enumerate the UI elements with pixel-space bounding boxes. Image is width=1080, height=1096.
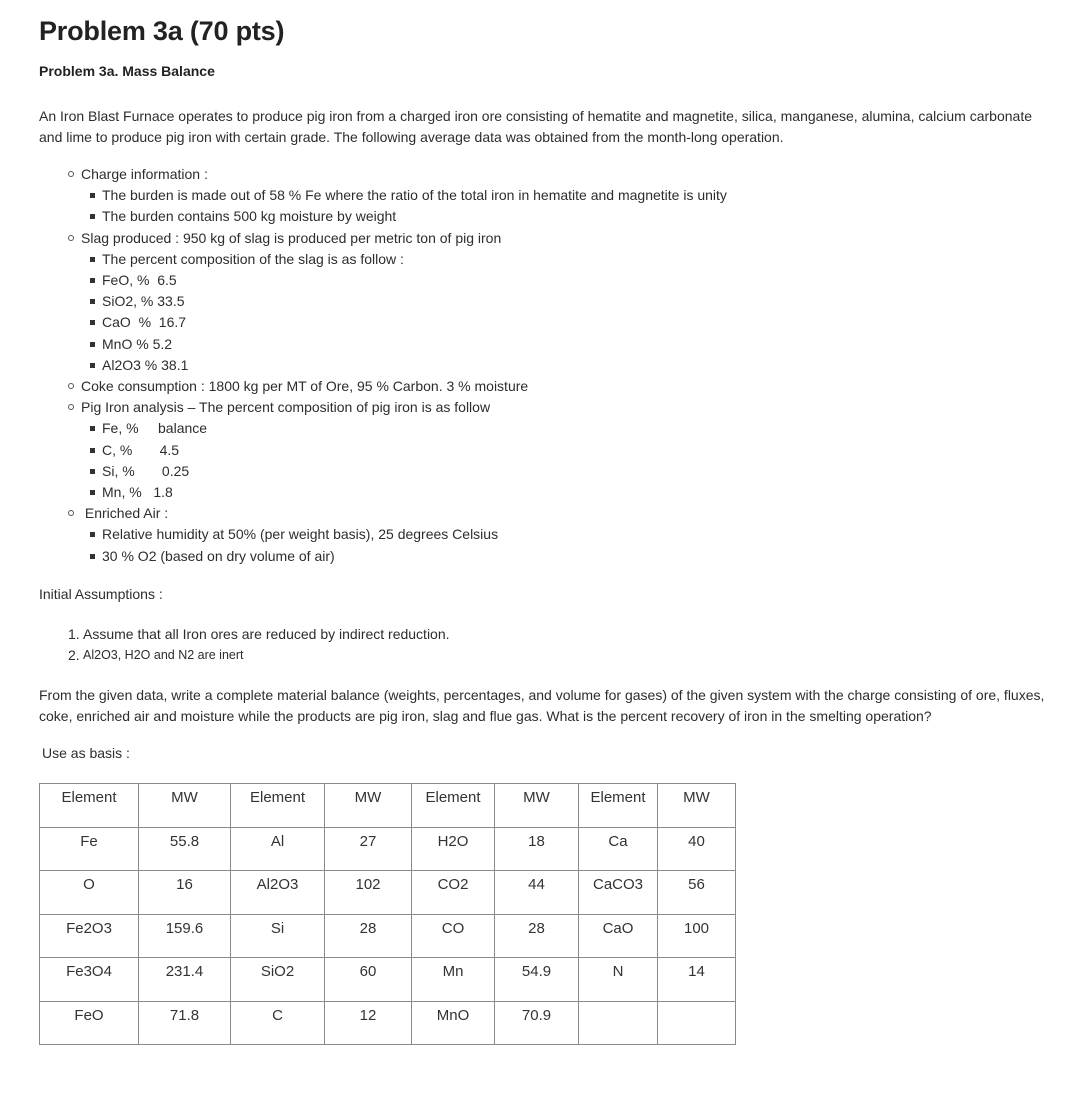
assumptions-list (39, 624, 450, 666)
data-list (81, 164, 727, 567)
table-cell (579, 1001, 658, 1045)
table-cell (658, 1001, 736, 1045)
question-paragraph: From the given data, write a complete material balance (weights, percentages, and volume for gases) of the given system with the charge consisting of ore, fluxes, coke, enriched air and moisture while the products are pig iron, slag and flue gas. What is the percent recovery of iron in the smelting operation? (39, 687, 1045, 724)
circle-bullet-icon (68, 510, 74, 516)
circle-bullet-icon (68, 404, 74, 410)
sub-item (102, 270, 727, 291)
table-cell: 159.6 (139, 914, 231, 958)
sub-item-text: The percent composition of the slag is as follow : (102, 250, 404, 267)
square-bullet-icon (90, 532, 95, 537)
sub-item (102, 185, 727, 206)
page-title: Problem 3a (70 pts) (39, 16, 285, 46)
square-bullet-icon (90, 469, 95, 474)
sub-item (102, 291, 727, 312)
table-cell: 27 (325, 827, 412, 871)
table-cell: 28 (495, 914, 579, 958)
table-cell: 56 (658, 871, 736, 915)
table-cell: FeO (40, 1001, 139, 1045)
sub-item-text: Fe, % balance (102, 420, 208, 437)
sub-item-text: 30 % O2 (based on dry volume of air) (102, 547, 335, 564)
square-bullet-icon (90, 214, 95, 219)
table-cell: SiO2 (231, 958, 325, 1002)
table-header-cell: Element (412, 784, 495, 828)
section-label: Enriched Air : (81, 505, 169, 522)
sub-item (102, 418, 727, 439)
molecular-weight-table (39, 783, 736, 1045)
assumption-text: Assume that all Iron ores are reduced by indirect reduction. (83, 626, 450, 642)
table-cell: 16 (139, 871, 231, 915)
sub-item-text: SiO2, % 33.5 (102, 293, 185, 310)
sub-item (102, 524, 727, 545)
sub-item-text: Al2O3 % 38.1 (102, 356, 189, 373)
sub-item (102, 546, 727, 567)
table-cell: C (231, 1001, 325, 1045)
square-bullet-icon (90, 320, 95, 325)
table-cell: 18 (495, 827, 579, 871)
table-row (40, 871, 736, 915)
table-row (40, 914, 736, 958)
circle-bullet-icon (68, 171, 74, 177)
section-item (81, 397, 727, 503)
table-cell: CO2 (412, 871, 495, 915)
assumption-item (39, 645, 450, 666)
square-bullet-icon (90, 363, 95, 368)
assumption-item (39, 624, 450, 645)
section-item (81, 376, 727, 397)
section-label: Slag produced : 950 kg of slag is produced per metric ton of pig iron (81, 229, 502, 246)
table-cell: Fe2O3 (40, 914, 139, 958)
table-cell: Mn (412, 958, 495, 1002)
square-bullet-icon (90, 554, 95, 559)
table-header-cell: MW (325, 784, 412, 828)
table-cell: CaCO3 (579, 871, 658, 915)
table-cell: Ca (579, 827, 658, 871)
sub-item (102, 482, 727, 503)
table-row (40, 958, 736, 1002)
sub-item (102, 334, 727, 355)
square-bullet-icon (90, 257, 95, 262)
table-cell: O (40, 871, 139, 915)
table-cell: Al (231, 827, 325, 871)
assumptions-title: Initial Assumptions : (39, 586, 163, 602)
section-label: Coke consumption : 1800 kg per MT of Ore, 95 % Carbon. 3 % moisture (81, 378, 529, 395)
square-bullet-icon (90, 193, 95, 198)
table-cell: 12 (325, 1001, 412, 1045)
table-cell: 100 (658, 914, 736, 958)
square-bullet-icon (90, 342, 95, 347)
circle-bullet-icon (68, 235, 74, 241)
table-cell: H2O (412, 827, 495, 871)
sub-item (102, 355, 727, 376)
table-header-cell: Element (40, 784, 139, 828)
table-cell: 60 (325, 958, 412, 1002)
sub-item (102, 249, 727, 270)
section-item (81, 228, 727, 376)
table-header-cell: Element (231, 784, 325, 828)
sub-item-text: The burden is made out of 58 % Fe where the ratio of the total iron in hematite and magnetite is unity (102, 187, 727, 204)
section-item (81, 164, 727, 228)
table-cell: 55.8 (139, 827, 231, 871)
square-bullet-icon (90, 278, 95, 283)
section-subtitle: Problem 3a. Mass Balance (39, 63, 215, 79)
table-cell: MnO (412, 1001, 495, 1045)
square-bullet-icon (90, 490, 95, 495)
sub-item-text: C, % 4.5 (102, 441, 180, 458)
table-row (40, 827, 736, 871)
table-header-cell: Element (579, 784, 658, 828)
intro-paragraph: An Iron Blast Furnace operates to produce pig iron from a charged iron ore consisting of hematite and magnetite, silica, manganese, alumina, calcium carbonate and lime to produce pig iron with certain grade. The following average data was obtained from the month-long operation. (39, 108, 1032, 145)
table-header-row (40, 784, 736, 828)
sub-item (102, 206, 727, 227)
sub-item-text: CaO % 16.7 (102, 314, 187, 331)
table-cell: 70.9 (495, 1001, 579, 1045)
table-header-cell: MW (139, 784, 231, 828)
table-cell: Fe (40, 827, 139, 871)
square-bullet-icon (90, 299, 95, 304)
table-cell: 44 (495, 871, 579, 915)
table-cell: 54.9 (495, 958, 579, 1002)
basis-label: Use as basis : (42, 745, 130, 761)
table-cell: 231.4 (139, 958, 231, 1002)
sub-item (102, 461, 727, 482)
sub-item-text: Si, % 0.25 (102, 462, 190, 479)
table-cell: 102 (325, 871, 412, 915)
sub-item-text: Mn, % 1.8 (102, 484, 173, 501)
table-cell: N (579, 958, 658, 1002)
table-cell: CO (412, 914, 495, 958)
sub-item-text: FeO, % 6.5 (102, 272, 177, 289)
table-cell: 71.8 (139, 1001, 231, 1045)
section-item (81, 503, 727, 567)
table-cell: 14 (658, 958, 736, 1002)
square-bullet-icon (90, 448, 95, 453)
circle-bullet-icon (68, 383, 74, 389)
assumption-text: Al2O3, H2O and N2 are inert (83, 648, 244, 662)
sub-item (102, 312, 727, 333)
sub-item-text: Relative humidity at 50% (per weight basis), 25 degrees Celsius (102, 526, 499, 543)
table-cell: CaO (579, 914, 658, 958)
table-cell: 40 (658, 827, 736, 871)
table-row (40, 1001, 736, 1045)
section-label: Pig Iron analysis – The percent composition of pig iron is as follow (81, 399, 491, 416)
sub-item (102, 440, 727, 461)
table-cell: 28 (325, 914, 412, 958)
sub-item-text: MnO % 5.2 (102, 335, 173, 352)
section-label: Charge information : (81, 166, 208, 182)
table-cell: Si (231, 914, 325, 958)
table-header-cell: MW (495, 784, 579, 828)
assumption-number: 2. (68, 647, 80, 663)
table-cell: Al2O3 (231, 871, 325, 915)
table-header-cell: MW (658, 784, 736, 828)
square-bullet-icon (90, 426, 95, 431)
table-cell: Fe3O4 (40, 958, 139, 1002)
assumption-number: 1. (68, 626, 80, 642)
sub-item-text: The burden contains 500 kg moisture by weight (102, 208, 397, 225)
